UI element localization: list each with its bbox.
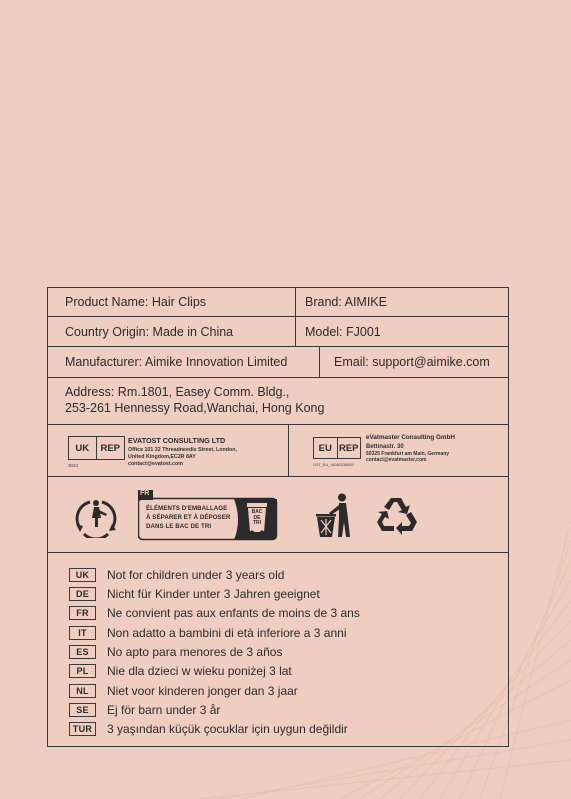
uk-rep-code: 3034 — [68, 463, 79, 468]
email: Email: support@aimike.com — [334, 355, 490, 369]
uk-rep-badge: UK REP — [68, 436, 125, 460]
eu-rep-code: OST_EU_16082038509 — [313, 463, 354, 467]
list-item: FR Ne convient pas aux enfants de moins de 3 ans — [69, 606, 360, 621]
list-item: UK Not for children under 3 years old — [69, 567, 284, 582]
eu-rep-name: eVatmaster Consulting GmbH — [366, 434, 455, 441]
list-item: PL Nie dla dzieci w wieku poniżej 3 lat — [69, 664, 292, 679]
uk-rep-address: Office 101 32 Threadneedle Street, London, United Kingdom,EC2R 8AY contact@evatost.com — [128, 447, 237, 467]
eu-rep-address: Bettinastr. 30 60325 Frankfurt am Main, Germany contact@evatmaster.com — [366, 444, 450, 463]
row-manufacturer-email — [48, 347, 508, 378]
recycle-icon — [376, 495, 418, 535]
product-label — [47, 287, 509, 747]
list-item: TUR 3 yaşından küçük çocuklar için uygun değildir — [69, 722, 348, 737]
address-line-1: Address: Rm.1801, Easey Comm. Bldg., — [65, 385, 290, 399]
address-line-2: 253-261 Hennessy Road,Wanchai, Hong Kong — [65, 401, 325, 415]
list-item: SE Ej för barn under 3 år — [69, 702, 220, 717]
tidyman-icon — [315, 493, 355, 539]
warnings-list — [48, 553, 508, 746]
row-address — [48, 378, 508, 425]
brand: Brand: AIMIKE — [305, 295, 387, 309]
row-origin-model — [48, 317, 508, 347]
manufacturer: Manufacturer: Aimike Innovation Limited — [65, 355, 288, 369]
uk-rep-name: EVATOST CONSULTING LTD — [128, 436, 226, 445]
country-origin: Country Origin: Made in China — [65, 324, 234, 339]
row-recycling-icons — [48, 477, 508, 553]
fr-sorting-info-icon: FR ÉLÉMENTS D'EMBALLAGE À SÉPARER ET À DÉPOSER DANS LE BAC DE TRI BAC DE TRI — [138, 490, 279, 541]
row-representatives — [48, 425, 508, 477]
triman-icon — [72, 494, 120, 538]
eu-rep-block — [288, 425, 508, 476]
uk-rep-block — [48, 425, 288, 476]
row-product-brand — [48, 288, 508, 317]
model: Model: FJ001 — [305, 324, 381, 339]
list-item: NL Niet voor kinderen jonger dan 3 jaar — [69, 683, 298, 698]
eu-rep-badge: EU REP — [313, 437, 361, 459]
list-item: IT Non adatto a bambini di età inferiore a 3 anni — [69, 625, 347, 640]
list-item: ES No apto para menores de 3 años — [69, 644, 282, 659]
list-item: DE Nicht für Kinder unter 3 Jahren geeignet — [69, 586, 320, 601]
product-name: Product Name: Hair Clips — [65, 295, 207, 309]
